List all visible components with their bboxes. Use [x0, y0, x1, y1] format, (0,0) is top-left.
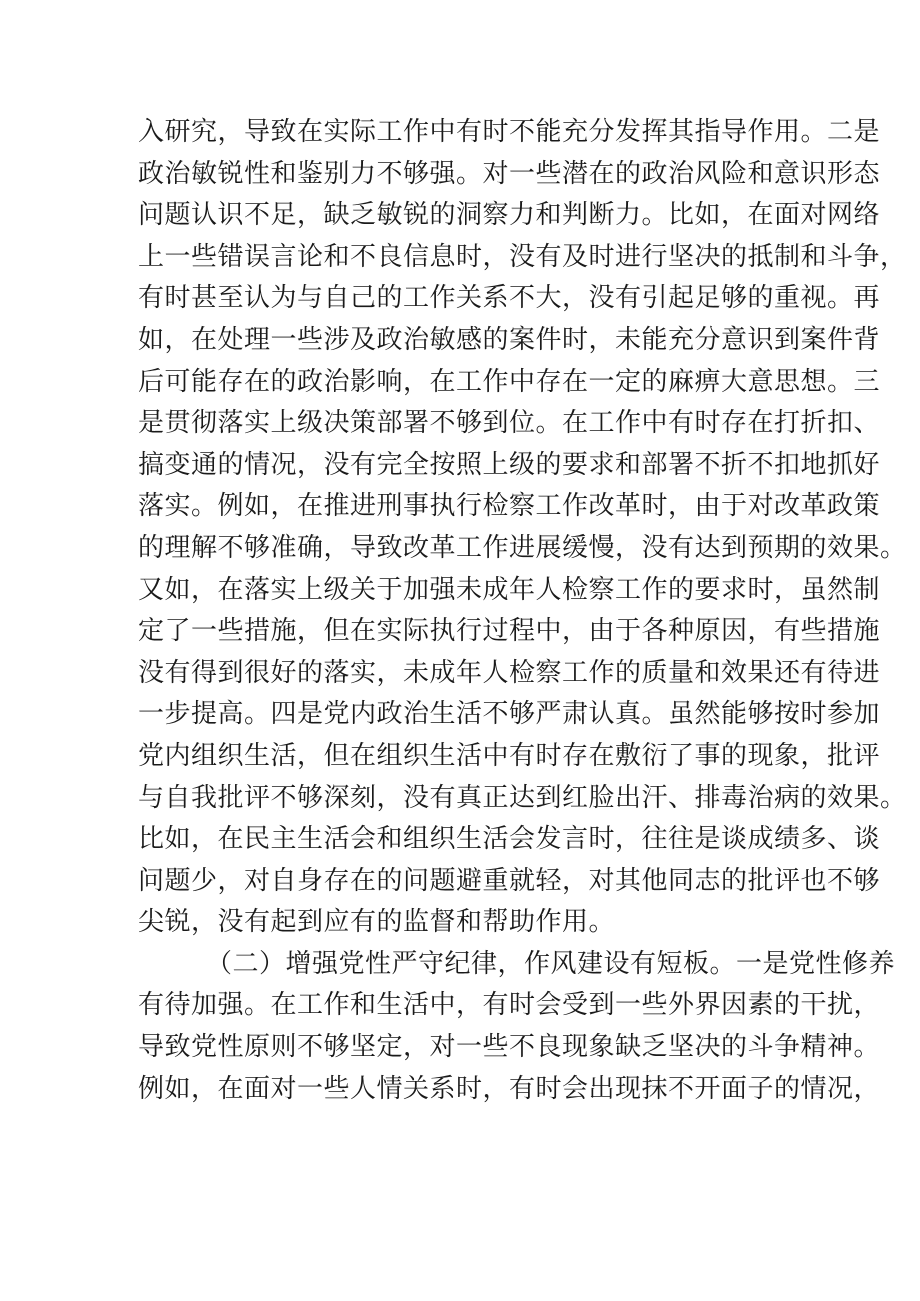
text-line: 搞变通的情况，没有完全按照上级的要求和部署不折不扣地抓好 — [138, 449, 881, 480]
text-line: 导致党性原则不够坚定，对一些不良现象缺乏坚决的斗争精神。 — [138, 1032, 881, 1063]
document-body — [138, 112, 907, 1110]
text-line: 是贯彻落实上级决策部署不够到位。在工作中有时存在打折扣、 — [138, 408, 881, 439]
text-line: 例如，在面对一些人情关系时，有时会出现抹不开面子的情况， — [138, 1073, 881, 1104]
text-line: 比如，在民主生活会和组织生活会发言时，往往是谈成绩多、谈 — [138, 824, 881, 855]
paragraph-2 — [138, 944, 896, 1110]
text-line: 落实。例如，在推进刑事执行检察工作改革时，由于对改革政策 — [138, 491, 881, 522]
text-line: 有时甚至认为与自己的工作关系不大，没有引起足够的重视。再 — [138, 283, 881, 314]
text-line: 问题少，对自身存在的问题避重就轻，对其他同志的批评也不够 — [138, 865, 881, 896]
text-line: 尖锐，没有起到应有的监督和帮助作用。 — [138, 907, 616, 938]
text-line: 政治敏锐性和鉴别力不够强。对一些潜在的政治风险和意识形态 — [138, 158, 881, 189]
text-line: 一步提高。四是党内政治生活不够严肃认真。虽然能够按时参加 — [138, 699, 881, 730]
text-line: 与自我批评不够深刻，没有真正达到红脸出汗、排毒治病的效果。 — [138, 782, 907, 813]
text-line: 如，在处理一些涉及政治敏感的案件时，未能充分意识到案件背 — [138, 324, 881, 355]
text-line: 入研究，导致在实际工作中有时不能充分发挥其指导作用。二是 — [138, 117, 881, 147]
section-heading-line: （二）增强党性严守纪律，作风建设有短板。一是党性修养 — [206, 948, 896, 979]
text-line: 上一些错误言论和不良信息时，没有及时进行坚决的抵制和斗争， — [138, 241, 907, 272]
text-line: 没有得到很好的落实，未成年人检察工作的质量和效果还有待进 — [138, 657, 881, 688]
paragraph-1 — [138, 112, 907, 944]
text-line: 有待加强。在工作和生活中，有时会受到一些外界因素的干扰， — [138, 990, 881, 1021]
text-line: 党内组织生活，但在组织生活中有时存在敷衍了事的现象，批评 — [138, 740, 881, 771]
text-line: 又如，在落实上级关于加强未成年人检察工作的要求时，虽然制 — [138, 574, 881, 605]
text-line: 的理解不够准确，导致改革工作进展缓慢，没有达到预期的效果。 — [138, 532, 907, 563]
text-line: 后可能存在的政治影响，在工作中存在一定的麻痹大意思想。三 — [138, 366, 881, 397]
text-line: 定了一些措施，但在实际执行过程中，由于各种原因，有些措施 — [138, 616, 881, 647]
text-line: 问题认识不足，缺乏敏锐的洞察力和判断力。比如，在面对网络 — [138, 200, 881, 231]
